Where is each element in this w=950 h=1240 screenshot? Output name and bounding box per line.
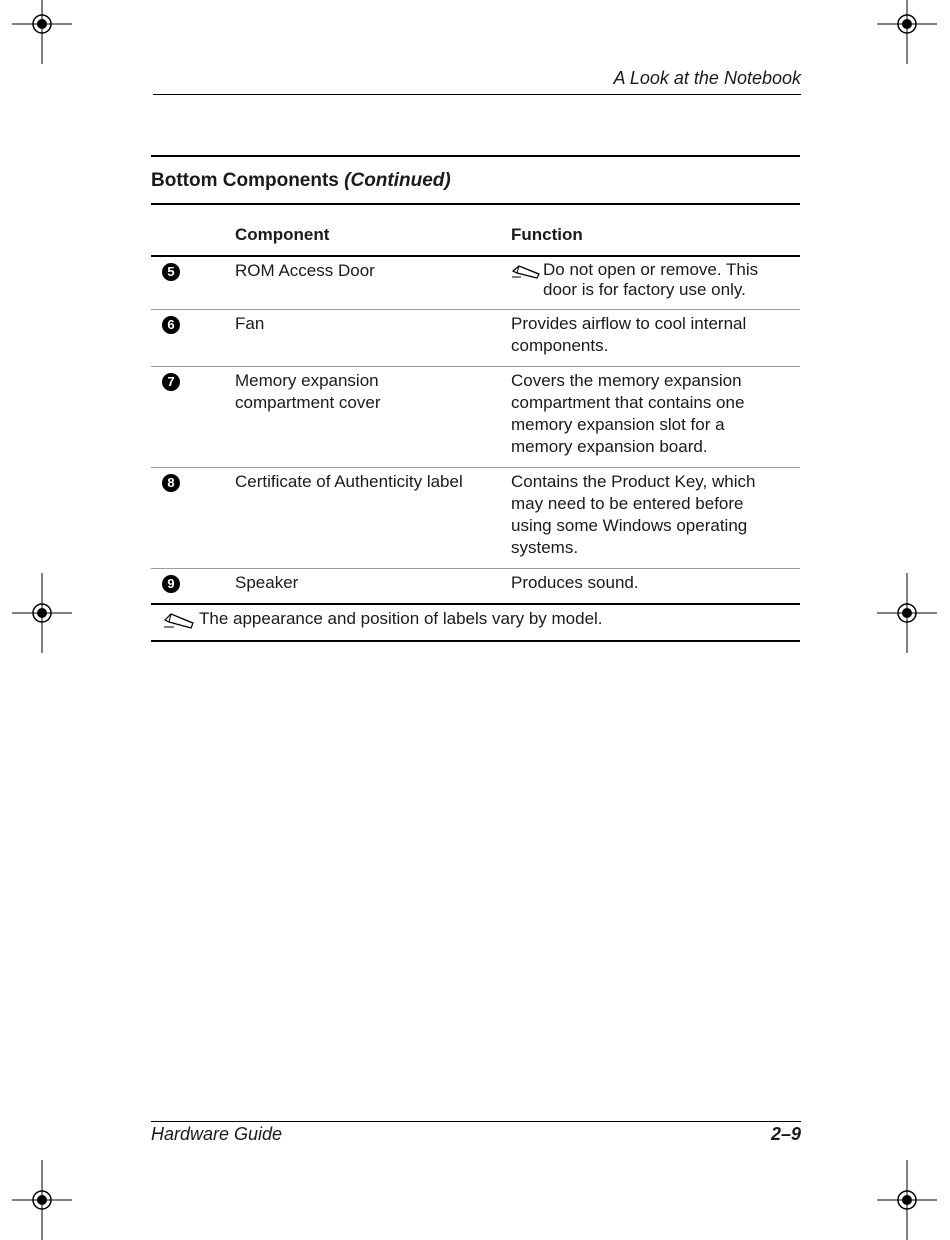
component-name: Certificate of Authenticity label	[235, 472, 463, 491]
crop-mark-top-right	[877, 0, 937, 64]
table-row	[151, 569, 800, 603]
callout-number: 8	[162, 474, 180, 492]
component-name: Fan	[235, 314, 265, 333]
function-text: Covers the memory expansion compartment that contains one memory expansion slot for a memory expansion board.	[511, 371, 745, 456]
crop-mark-bottom-right	[877, 1160, 937, 1240]
table-title-text: Bottom Components	[151, 170, 339, 191]
table-bottom-rule	[151, 640, 800, 642]
callout-number: 6	[162, 316, 180, 334]
function-text: Do not open or remove. This door is for factory use only.	[543, 260, 759, 299]
callout-number: 7	[162, 373, 180, 391]
function-note	[511, 260, 800, 300]
running-header: A Look at the Notebook	[613, 68, 801, 88]
pencil-note-icon	[163, 608, 199, 630]
table-title	[151, 157, 800, 203]
page-number: 2–9	[770, 1124, 801, 1144]
column-header-component: Component	[235, 225, 330, 244]
table-header-row	[151, 205, 800, 255]
header-rule	[153, 94, 801, 95]
function-text: Produces sound.	[511, 573, 639, 592]
crop-mark-middle-left	[12, 573, 72, 653]
footnote-text: The appearance and position of labels vary by model.	[199, 609, 603, 628]
footer-rule	[151, 1121, 801, 1122]
table-row	[151, 310, 800, 366]
column-header-function: Function	[511, 225, 583, 244]
components-table	[151, 155, 800, 642]
table-row	[151, 257, 800, 309]
function-text: Contains the Product Key, which may need to be entered before using some Windows operating systems.	[511, 472, 756, 557]
component-name: Speaker	[235, 573, 299, 592]
component-name: ROM Access Door	[235, 261, 375, 280]
crop-mark-middle-right	[877, 573, 937, 653]
table-row	[151, 367, 800, 467]
table-footnote	[151, 605, 800, 640]
callout-number: 5	[162, 263, 180, 281]
pencil-note-icon	[511, 260, 543, 282]
crop-mark-top-left	[12, 0, 72, 64]
table-title-suffix: (Continued)	[344, 170, 451, 191]
table-row	[151, 468, 800, 568]
callout-number: 9	[162, 575, 180, 593]
component-name: Memory expansion compartment cover	[235, 371, 381, 412]
footer-guide-title: Hardware Guide	[151, 1124, 283, 1144]
function-text: Provides airflow to cool internal components.	[511, 314, 747, 355]
crop-mark-bottom-left	[12, 1160, 72, 1240]
